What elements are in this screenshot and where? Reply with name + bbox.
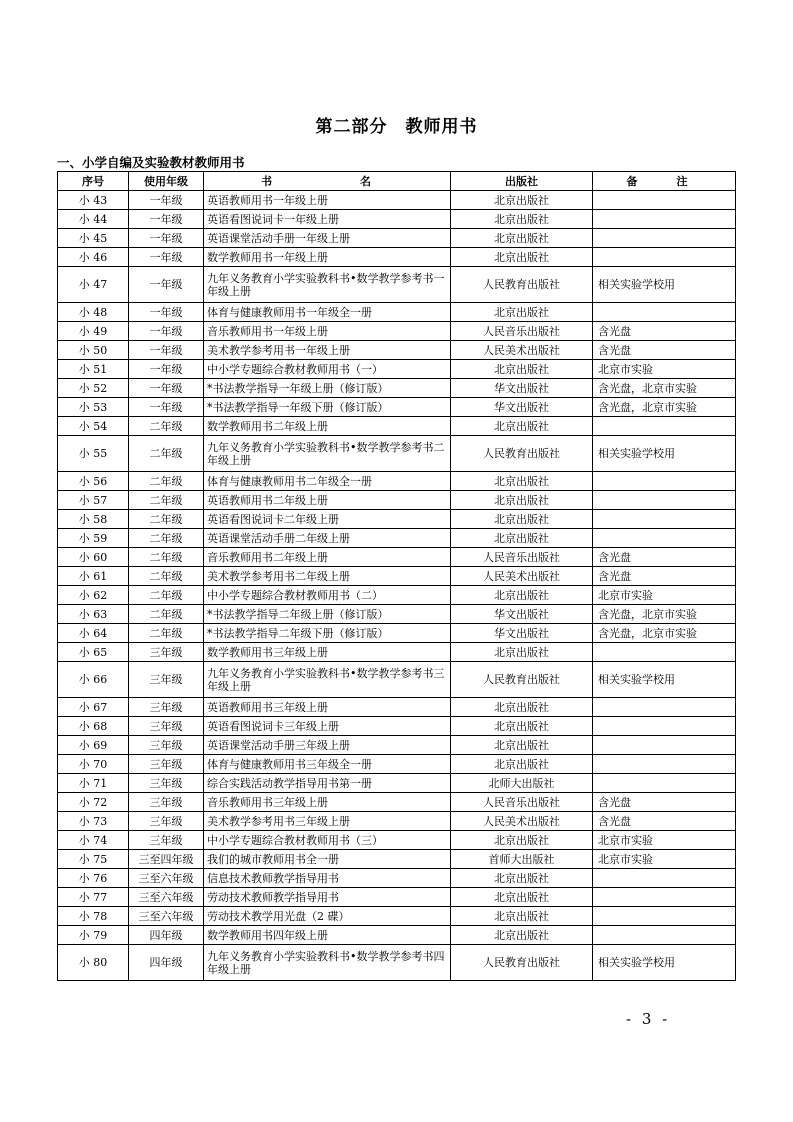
table-row (58, 341, 736, 360)
cell-book-name: 音乐教师用书三年级上册 (204, 793, 451, 812)
cell-publisher: 人民教育出版社 (451, 945, 593, 981)
cell-number: 小 74 (58, 831, 129, 850)
cell-number: 小 43 (58, 191, 129, 210)
cell-note (593, 643, 736, 662)
cell-publisher: 人民美术出版社 (451, 812, 593, 831)
cell-note: 含光盘，北京市实验 (593, 624, 736, 643)
cell-note (593, 774, 736, 793)
cell-publisher: 北京出版社 (451, 529, 593, 548)
cell-grade: 四年级 (129, 926, 204, 945)
cell-publisher: 北京出版社 (451, 210, 593, 229)
table-row (58, 736, 736, 755)
table-row (58, 624, 736, 643)
cell-grade: 二年级 (129, 624, 204, 643)
cell-grade: 三至六年级 (129, 888, 204, 907)
table-row (58, 717, 736, 736)
cell-book-name: 英语教师用书二年级上册 (204, 491, 451, 510)
cell-note: 相关实验学校用 (593, 436, 736, 472)
cell-grade: 三年级 (129, 793, 204, 812)
cell-publisher: 北京出版社 (451, 907, 593, 926)
cell-note: 相关实验学校用 (593, 945, 736, 981)
cell-note (593, 491, 736, 510)
cell-note (593, 717, 736, 736)
cell-number: 小 48 (58, 303, 129, 322)
cell-book-name: 九年义务教育小学实验教科书•数学教学参考书四年级上册 (204, 945, 451, 981)
cell-publisher: 人民美术出版社 (451, 567, 593, 586)
table-row (58, 774, 736, 793)
cell-number: 小 61 (58, 567, 129, 586)
cell-publisher: 人民音乐出版社 (451, 322, 593, 341)
cell-number: 小 53 (58, 398, 129, 417)
header-grade: 使用年级 (129, 172, 204, 191)
cell-book-name: *书法教学指导二年级下册（修订版） (204, 624, 451, 643)
cell-number: 小 55 (58, 436, 129, 472)
cell-publisher: 人民音乐出版社 (451, 548, 593, 567)
table-row (58, 398, 736, 417)
cell-number: 小 75 (58, 850, 129, 869)
cell-publisher: 北京出版社 (451, 248, 593, 267)
cell-publisher: 北京出版社 (451, 229, 593, 248)
cell-grade: 一年级 (129, 398, 204, 417)
table-row (58, 567, 736, 586)
cell-number: 小 52 (58, 379, 129, 398)
cell-grade: 一年级 (129, 303, 204, 322)
cell-grade: 一年级 (129, 191, 204, 210)
teacher-books-table (57, 171, 736, 981)
cell-grade: 二年级 (129, 586, 204, 605)
cell-number: 小 63 (58, 605, 129, 624)
cell-book-name: 英语课堂活动手册三年级上册 (204, 736, 451, 755)
cell-number: 小 56 (58, 472, 129, 491)
cell-publisher: 北京出版社 (451, 869, 593, 888)
cell-publisher: 北京出版社 (451, 888, 593, 907)
cell-number: 小 49 (58, 322, 129, 341)
cell-publisher: 北京出版社 (451, 360, 593, 379)
table-row (58, 605, 736, 624)
cell-note: 含光盘 (593, 548, 736, 567)
cell-grade: 三年级 (129, 698, 204, 717)
table-row (58, 926, 736, 945)
cell-grade: 一年级 (129, 267, 204, 303)
cell-grade: 一年级 (129, 210, 204, 229)
table-row (58, 360, 736, 379)
cell-publisher: 北京出版社 (451, 926, 593, 945)
cell-grade: 三年级 (129, 831, 204, 850)
cell-book-name: 劳动技术教学用光盘（2 碟） (204, 907, 451, 926)
cell-grade: 一年级 (129, 229, 204, 248)
cell-book-name: 中小学专题综合教材教师用书（三） (204, 831, 451, 850)
cell-book-name: 九年义务教育小学实验教科书•数学教学参考书一年级上册 (204, 267, 451, 303)
cell-number: 小 66 (58, 662, 129, 698)
cell-note: 含光盘，北京市实验 (593, 379, 736, 398)
table-row (58, 755, 736, 774)
cell-note (593, 303, 736, 322)
cell-note (593, 698, 736, 717)
cell-note (593, 736, 736, 755)
cell-number: 小 69 (58, 736, 129, 755)
cell-note: 含光盘 (593, 567, 736, 586)
cell-grade: 三年级 (129, 643, 204, 662)
cell-publisher: 北京出版社 (451, 491, 593, 510)
header-publisher: 出版社 (451, 172, 593, 191)
cell-number: 小 67 (58, 698, 129, 717)
cell-book-name: 中小学专题综合教材教师用书（一） (204, 360, 451, 379)
cell-book-name: 综合实践活动教学指导用书第一册 (204, 774, 451, 793)
cell-number: 小 57 (58, 491, 129, 510)
cell-publisher: 北师大出版社 (451, 774, 593, 793)
table-row (58, 643, 736, 662)
cell-publisher: 北京出版社 (451, 831, 593, 850)
cell-publisher: 首师大出版社 (451, 850, 593, 869)
table-row (58, 510, 736, 529)
cell-book-name: 劳动技术教师教学指导用书 (204, 888, 451, 907)
header-note: 备 注 (593, 172, 736, 191)
cell-grade: 二年级 (129, 491, 204, 510)
table-row (58, 248, 736, 267)
cell-number: 小 45 (58, 229, 129, 248)
cell-number: 小 72 (58, 793, 129, 812)
cell-publisher: 华文出版社 (451, 605, 593, 624)
cell-note (593, 229, 736, 248)
table-row (58, 907, 736, 926)
table-row (58, 529, 736, 548)
cell-note: 北京市实验 (593, 831, 736, 850)
cell-book-name: 英语看图说词卡三年级上册 (204, 717, 451, 736)
cell-grade: 一年级 (129, 379, 204, 398)
cell-book-name: 美术教学参考用书一年级上册 (204, 341, 451, 360)
cell-grade: 一年级 (129, 360, 204, 379)
cell-publisher: 北京出版社 (451, 643, 593, 662)
header-number: 序号 (58, 172, 129, 191)
cell-grade: 一年级 (129, 248, 204, 267)
cell-publisher: 华文出版社 (451, 379, 593, 398)
cell-book-name: *书法教学指导一年级下册（修订版） (204, 398, 451, 417)
cell-grade: 二年级 (129, 529, 204, 548)
table-row (58, 417, 736, 436)
cell-number: 小 54 (58, 417, 129, 436)
cell-grade: 四年级 (129, 945, 204, 981)
cell-publisher: 人民教育出版社 (451, 436, 593, 472)
cell-note (593, 888, 736, 907)
cell-grade: 二年级 (129, 510, 204, 529)
cell-book-name: 音乐教师用书二年级上册 (204, 548, 451, 567)
cell-note: 含光盘，北京市实验 (593, 398, 736, 417)
cell-note (593, 472, 736, 491)
table-row (58, 322, 736, 341)
table-row (58, 191, 736, 210)
table-row (58, 831, 736, 850)
cell-number: 小 44 (58, 210, 129, 229)
cell-publisher: 北京出版社 (451, 417, 593, 436)
cell-publisher: 北京出版社 (451, 698, 593, 717)
cell-number: 小 73 (58, 812, 129, 831)
cell-grade: 三年级 (129, 774, 204, 793)
table-row (58, 812, 736, 831)
cell-book-name: 美术教学参考用书二年级上册 (204, 567, 451, 586)
cell-number: 小 71 (58, 774, 129, 793)
table-row (58, 548, 736, 567)
cell-publisher: 人民美术出版社 (451, 341, 593, 360)
cell-book-name: 九年义务教育小学实验教科书•数学教学参考书三年级上册 (204, 662, 451, 698)
cell-book-name: 英语课堂活动手册一年级上册 (204, 229, 451, 248)
cell-book-name: 美术教学参考用书三年级上册 (204, 812, 451, 831)
cell-publisher: 华文出版社 (451, 398, 593, 417)
cell-publisher: 北京出版社 (451, 755, 593, 774)
cell-note (593, 926, 736, 945)
cell-grade: 二年级 (129, 548, 204, 567)
cell-note: 北京市实验 (593, 850, 736, 869)
cell-number: 小 50 (58, 341, 129, 360)
cell-note: 含光盘 (593, 793, 736, 812)
cell-publisher: 北京出版社 (451, 717, 593, 736)
cell-grade: 二年级 (129, 417, 204, 436)
cell-number: 小 62 (58, 586, 129, 605)
cell-number: 小 79 (58, 926, 129, 945)
cell-number: 小 47 (58, 267, 129, 303)
cell-book-name: *书法教学指导一年级上册（修订版） (204, 379, 451, 398)
cell-number: 小 65 (58, 643, 129, 662)
table-row (58, 472, 736, 491)
cell-number: 小 76 (58, 869, 129, 888)
cell-grade: 三年级 (129, 662, 204, 698)
cell-note (593, 510, 736, 529)
cell-note: 含光盘 (593, 322, 736, 341)
cell-publisher: 北京出版社 (451, 510, 593, 529)
page-number: - 3 - (626, 1010, 671, 1028)
cell-book-name: 体育与健康教师用书二年级全一册 (204, 472, 451, 491)
cell-book-name: 信息技术教师教学指导用书 (204, 869, 451, 888)
cell-publisher: 北京出版社 (451, 736, 593, 755)
cell-publisher: 北京出版社 (451, 303, 593, 322)
cell-note (593, 907, 736, 926)
cell-grade: 三至六年级 (129, 907, 204, 926)
cell-note: 含光盘 (593, 812, 736, 831)
table-row (58, 229, 736, 248)
table-row (58, 303, 736, 322)
cell-book-name: 中小学专题综合教材教师用书（二） (204, 586, 451, 605)
cell-publisher: 华文出版社 (451, 624, 593, 643)
cell-book-name: 数学教师用书一年级上册 (204, 248, 451, 267)
section-heading: 一、小学自编及实验教材教师用书 (57, 155, 245, 170)
cell-grade: 三至六年级 (129, 869, 204, 888)
cell-number: 小 70 (58, 755, 129, 774)
cell-note (593, 417, 736, 436)
cell-book-name: 我们的城市教师用书全一册 (204, 850, 451, 869)
cell-publisher: 北京出版社 (451, 191, 593, 210)
cell-book-name: 英语看图说词卡一年级上册 (204, 210, 451, 229)
cell-grade: 三年级 (129, 736, 204, 755)
cell-book-name: 九年义务教育小学实验教科书•数学教学参考书二年级上册 (204, 436, 451, 472)
header-book-name: 书 名 (204, 172, 451, 191)
cell-book-name: 英语看图说词卡二年级上册 (204, 510, 451, 529)
cell-book-name: 体育与健康教师用书三年级全一册 (204, 755, 451, 774)
cell-note: 含光盘，北京市实验 (593, 605, 736, 624)
cell-publisher: 人民教育出版社 (451, 662, 593, 698)
cell-number: 小 68 (58, 717, 129, 736)
table-row (58, 379, 736, 398)
cell-publisher: 人民教育出版社 (451, 267, 593, 303)
cell-publisher: 北京出版社 (451, 472, 593, 491)
cell-book-name: 英语课堂活动手册二年级上册 (204, 529, 451, 548)
table-row (58, 436, 736, 472)
cell-grade: 一年级 (129, 341, 204, 360)
cell-grade: 三年级 (129, 717, 204, 736)
cell-grade: 三年级 (129, 755, 204, 774)
page-title: 第二部分 教师用书 (315, 117, 478, 137)
table-row (58, 491, 736, 510)
cell-note: 北京市实验 (593, 360, 736, 379)
table-row (58, 586, 736, 605)
cell-book-name: 英语教师用书三年级上册 (204, 698, 451, 717)
cell-grade: 二年级 (129, 436, 204, 472)
cell-number: 小 46 (58, 248, 129, 267)
cell-number: 小 77 (58, 888, 129, 907)
cell-grade: 二年级 (129, 472, 204, 491)
cell-grade: 三至四年级 (129, 850, 204, 869)
table-row (58, 945, 736, 981)
cell-note (593, 248, 736, 267)
table-row (58, 869, 736, 888)
table-row (58, 850, 736, 869)
cell-book-name: 数学教师用书四年级上册 (204, 926, 451, 945)
cell-number: 小 59 (58, 529, 129, 548)
cell-grade: 二年级 (129, 567, 204, 586)
cell-number: 小 60 (58, 548, 129, 567)
cell-publisher: 北京出版社 (451, 586, 593, 605)
cell-grade: 二年级 (129, 605, 204, 624)
cell-book-name: *书法教学指导二年级上册（修订版） (204, 605, 451, 624)
cell-book-name: 数学教师用书三年级上册 (204, 643, 451, 662)
table-row (58, 662, 736, 698)
cell-note (593, 755, 736, 774)
cell-note (593, 869, 736, 888)
table-row (58, 698, 736, 717)
cell-book-name: 英语教师用书一年级上册 (204, 191, 451, 210)
cell-number: 小 58 (58, 510, 129, 529)
table-row (58, 888, 736, 907)
cell-number: 小 64 (58, 624, 129, 643)
cell-note: 北京市实验 (593, 586, 736, 605)
cell-grade: 三年级 (129, 812, 204, 831)
cell-note (593, 529, 736, 548)
table-row (58, 267, 736, 303)
cell-number: 小 51 (58, 360, 129, 379)
cell-number: 小 78 (58, 907, 129, 926)
cell-note: 相关实验学校用 (593, 662, 736, 698)
table-row (58, 793, 736, 812)
cell-note (593, 191, 736, 210)
cell-grade: 一年级 (129, 322, 204, 341)
cell-book-name: 体育与健康教师用书一年级全一册 (204, 303, 451, 322)
table-row (58, 210, 736, 229)
cell-note: 含光盘 (593, 341, 736, 360)
cell-book-name: 数学教师用书二年级上册 (204, 417, 451, 436)
cell-note (593, 210, 736, 229)
cell-publisher: 人民音乐出版社 (451, 793, 593, 812)
table-header-row (58, 172, 736, 191)
cell-number: 小 80 (58, 945, 129, 981)
cell-note: 相关实验学校用 (593, 267, 736, 303)
cell-book-name: 音乐教师用书一年级上册 (204, 322, 451, 341)
